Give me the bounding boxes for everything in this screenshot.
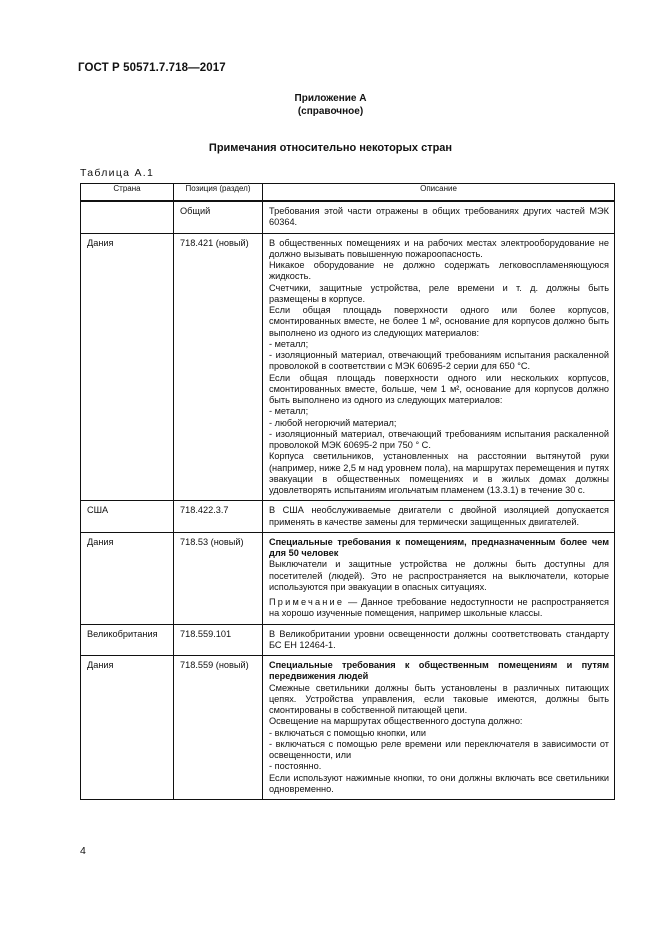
cell-country: Великобритания bbox=[81, 624, 174, 656]
cell-position: Общий bbox=[174, 201, 263, 233]
description-list-item: - изоляционный материал, отвечающий требованиям испытания раскаленной проволокой в соответствии с МЭК 60695-2 серии для 650 °С. bbox=[269, 350, 609, 372]
description-heading: Специальные требования к помещениям, предназначенным более чем для 50 человек bbox=[269, 536, 609, 558]
cell-country bbox=[81, 201, 174, 233]
cell-description bbox=[263, 624, 615, 656]
description-list-item: - включаться с помощью кнопки, или bbox=[269, 727, 426, 738]
description-paragraph: Корпуса светильников, установленных на расстоянии вытянутой руки (например, ниже 2,5 м над уровнем пола), на маршрутах перемещения и путях эвакуации в общественных помещениях и в жилых домах должны удовлетворять испытаниям игольчатым пламенем (13.3.1) в течение 30 с. bbox=[269, 451, 609, 495]
table-row bbox=[81, 532, 615, 624]
table-row bbox=[81, 656, 615, 800]
column-header-description: Описание bbox=[263, 184, 615, 202]
annex-title: Приложение А bbox=[294, 93, 367, 104]
cell-description bbox=[263, 532, 615, 624]
description-list-item: - включаться с помощью реле времени или переключателя в зависимости от освещенности, или bbox=[269, 738, 609, 760]
table-caption: Таблица А.1 bbox=[80, 167, 155, 179]
table-row bbox=[81, 201, 615, 233]
country-notes-table bbox=[80, 183, 615, 800]
cell-position: 718.422.3.7 bbox=[174, 501, 263, 533]
cell-description bbox=[263, 201, 615, 233]
note-label: Примечание bbox=[269, 597, 345, 607]
description-paragraph: Никакое оборудование не должно содержать легковоспламеняющуюся жидкость. bbox=[269, 260, 609, 282]
description-paragraph: В Великобритании уровни освещенности должны соответствовать стандарту БС ЕН 12464-1. bbox=[269, 628, 609, 650]
column-header-position: Позиция (раздел) bbox=[174, 184, 263, 202]
description-paragraph: В США необслуживаемые двигатели с двойной изоляцией допускается применять в качестве замены для термически защищенных двигателей. bbox=[269, 505, 609, 527]
description-list-item: - любой негорючий материал; bbox=[269, 417, 397, 428]
note-text: — Данное требование недоступности не распространяется на хорошо изученные помещения, например школьные классы. bbox=[269, 597, 609, 619]
cell-position: 718.559 (новый) bbox=[174, 656, 263, 800]
table-row bbox=[81, 501, 615, 533]
cell-description bbox=[263, 501, 615, 533]
description-paragraph: Если общая площадь поверхности одного или более корпусов, смонтированных вместе, не более 1 м², основание для корпусов должно быть выполнено из одного из следующих материалов: bbox=[269, 305, 609, 338]
description-paragraph: В общественных помещениях и на рабочих местах электрооборудование не должно вызывать повышенную пожароопасность. bbox=[269, 237, 609, 259]
cell-country: Дания bbox=[81, 656, 174, 800]
cell-position: 718.559.101 bbox=[174, 624, 263, 656]
table-row bbox=[81, 624, 615, 656]
description-paragraph: Смежные светильники должны быть установлены в различных питающих цепях. Устройства управления, если таковые имеются, должны быть смонтированы в собственной питающей цепи. bbox=[269, 682, 609, 715]
cell-country: Дания bbox=[81, 532, 174, 624]
section-title: Примечания относительно некоторых стран bbox=[208, 142, 453, 154]
description-list-item: - металл; bbox=[269, 338, 309, 349]
cell-position: 718.53 (новый) bbox=[174, 532, 263, 624]
description-paragraph: Освещение на маршрутах общественного доступа должно: bbox=[269, 716, 523, 727]
cell-description bbox=[263, 233, 615, 501]
annex-subtitle: (справочное) bbox=[297, 106, 364, 117]
description-list-item: - металл; bbox=[269, 406, 309, 417]
table-header-row bbox=[81, 184, 615, 202]
description-paragraph: Счетчики, защитные устройства, реле времени и т. д. должны быть размещены в корпусе. bbox=[269, 282, 609, 304]
description-note bbox=[269, 597, 609, 620]
description-paragraph: Выключатели и защитные устройства не должны быть доступны для посетителей (людей). Это не распространяется на выключатели, которые используются при эвакуации в опасных ситуациях. bbox=[269, 559, 609, 592]
document-code: ГОСТ Р 50571.7.718—2017 bbox=[78, 62, 226, 74]
description-heading: Специальные требования к общественным помещениям и путям передвижения людей bbox=[269, 660, 609, 682]
table-row bbox=[81, 233, 615, 501]
description-paragraph: Если используют нажимные кнопки, то они должны включать все светильники одновременно. bbox=[269, 772, 609, 794]
description-list-item: - постоянно. bbox=[269, 761, 322, 772]
description-list-item: - изоляционный материал, отвечающий требованиям испытания раскаленной проволокой МЭК 60695-2 при 750 ° С. bbox=[269, 428, 609, 450]
column-header-country: Страна bbox=[81, 184, 174, 202]
annex-header bbox=[0, 92, 661, 118]
page-number: 4 bbox=[80, 845, 86, 857]
cell-country: США bbox=[81, 501, 174, 533]
cell-description bbox=[263, 656, 615, 800]
description-paragraph: Требования этой части отражены в общих требованиях других частей МЭК 60364. bbox=[269, 206, 609, 228]
cell-position: 718.421 (новый) bbox=[174, 233, 263, 501]
description-paragraph: Если общая площадь поверхности одного или нескольких корпусов, смонтированных вместе, больше, чем 1 м², основание для корпусов должно быть выполнено из одного из следующих материалов: bbox=[269, 372, 609, 405]
cell-country: Дания bbox=[81, 233, 174, 501]
